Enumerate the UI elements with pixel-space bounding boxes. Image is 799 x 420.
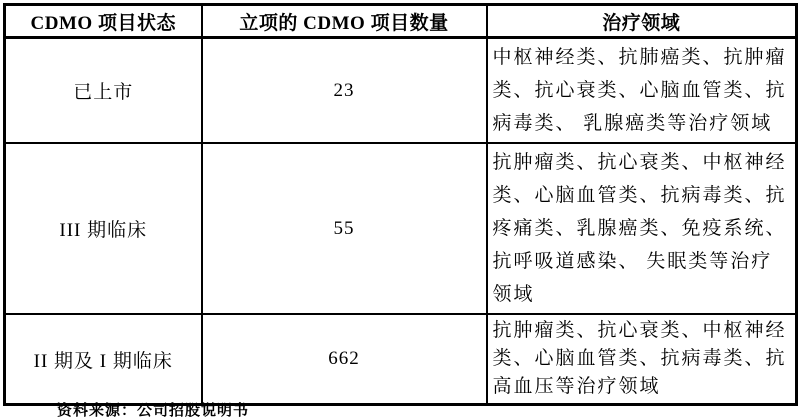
footnote-partial: 资料来源：公司招股说明书 [57,403,250,419]
header-project-status: CDMO 项目状态 [5,5,202,38]
areas-line: 抗肿瘤类、抗心衰类、中枢神经 [492,152,787,173]
cell-status-phase3: III 期临床 [5,143,202,314]
header-treatment-areas: 治疗领域 [487,5,797,38]
areas-line: 类、心脑血管类、抗病毒类、抗 [492,348,787,369]
cell-count-listed: 23 [202,38,487,144]
cell-status-listed: 已上市 [5,38,202,144]
areas-line: 中枢神经类、抗肺癌类、抗肿瘤 [492,47,787,68]
cell-areas-phase3 [487,143,797,314]
header-project-count: 立项的 CDMO 项目数量 [202,5,487,38]
cell-areas-phase1-2 [487,314,797,405]
cell-count-phase1-2: 662 [202,314,487,405]
areas-line: 领域 [492,284,535,305]
areas-line: 类、心脑血管类、抗病毒类、抗 [492,185,787,206]
table-row [5,314,797,405]
cell-status-phase1-2: II 期及 I 期临床 [5,314,202,405]
table-row [5,143,797,314]
table-header-row [5,5,797,38]
table-row [5,38,797,144]
cdmo-project-table [3,3,798,406]
areas-line: 病毒类、 乳腺癌类等治疗领域 [492,113,773,134]
areas-line: 抗呼吸道感染、 失眠类等治疗 [492,251,773,272]
cell-areas-listed [487,38,797,144]
areas-line: 类、抗心衰类、心脑血管类、抗 [492,80,787,101]
areas-line: 疼痛类、乳腺癌类、免疫系统、 [492,218,787,239]
areas-line: 高血压等治疗领域 [492,376,661,397]
areas-line: 抗肿瘤类、抗心衰类、中枢神经 [492,320,787,341]
cell-count-phase3: 55 [202,143,487,314]
